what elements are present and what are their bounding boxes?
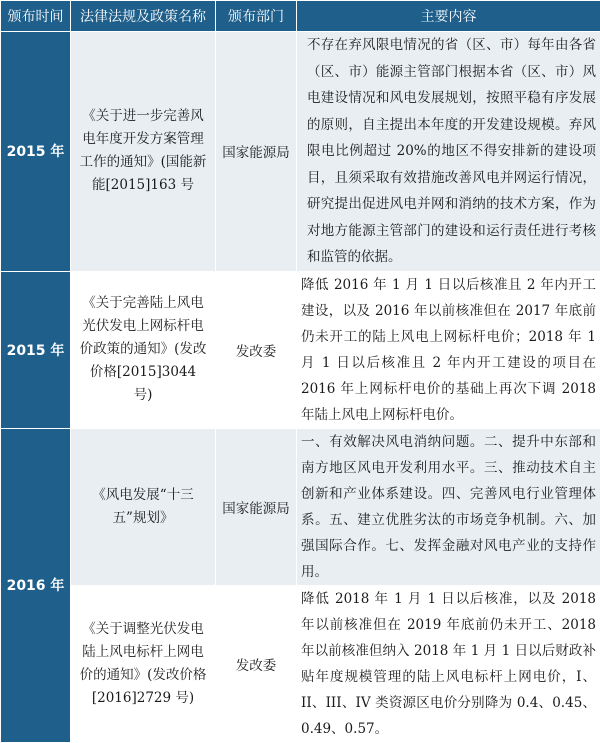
department-cell: 发改委 bbox=[216, 585, 297, 742]
policy-name-cell: 《关于调整光伏发电陆上风电标杆上网电价的通知》(发改价格[2016]2729 号) bbox=[71, 585, 216, 742]
year-cell: 2015 年 bbox=[1, 32, 71, 272]
content-cell: 降低 2016 年 1 月 1 日以后核准且 2 年内开工建设，以及 2016 年以前核准但在 2017 年底前仍未开工的陆上风电上网标杆电价；2018 年 1 月 1 日以后核准且 2 年内开工建设的项目在 2016 年上网标杆电价的基础上再次下调 2018 年陆上风电上网标杆电价。 bbox=[297, 271, 600, 428]
table-row bbox=[1, 428, 600, 585]
table-row bbox=[1, 585, 600, 742]
content-cell: 不存在弃风限电情况的省（区、市）每年由各省（区、市）能源主管部门根据本省（区、市）风电建设情况和风电发展规划，按照平稳有序发展的原则，自主提出本年度的开发建设规模。弃风限电比例超过 20%的地区不得安排新的建设项目，且须采取有效措施改善风电并网运行情况，研究提出促进风电并网和消纳的技术方案，作为对地方能源主管部门的建设和运行责任进行考核和监管的依据。 bbox=[297, 32, 600, 272]
year-cell: 2016 年 bbox=[1, 428, 71, 742]
header-content: 主要内容 bbox=[297, 1, 600, 32]
department-cell: 国家能源局 bbox=[216, 32, 297, 272]
content-cell: 降低 2018 年 1 月 1 日以后核准，以及 2018 年以前核准但在 2019 年底前仍未开工、2018 年以前核准但纳入 2018 年 1 月 1 日以后财政补贴年度规模管理的陆上风电标杆上网电价，I、II、III、IV 类资源区电价分别降为 0.4、0.45、0.49、0.57。 bbox=[297, 585, 600, 742]
content-cell: 一、有效解决风电消纳问题。二、提升中东部和南方地区风电开发利用水平。三、推动技术自主创新和产业体系建设。四、完善风电行业管理体系。五、建立优胜劣汰的市场竞争机制。六、加强国际合作。七、发挥金融对风电产业的支持作用。 bbox=[297, 428, 600, 585]
policy-name-cell: 《风电发展“十三五”规划》 bbox=[71, 428, 216, 585]
header-policy-name: 法律法规及政策名称 bbox=[71, 1, 216, 32]
table-row bbox=[1, 32, 600, 272]
policy-name-cell: 《关于进一步完善风电年度开发方案管理工作的通知》(国能新能[2015]163 号 bbox=[71, 32, 216, 272]
policy-name-cell: 《关于完善陆上风电光伏发电上网标杆电价政策的通知》(发改价格[2015]3044 号) bbox=[71, 271, 216, 428]
department-cell: 国家能源局 bbox=[216, 428, 297, 585]
table-row bbox=[1, 271, 600, 428]
header-year: 颁布时间 bbox=[1, 1, 71, 32]
year-cell: 2015 年 bbox=[1, 271, 71, 428]
department-cell: 发改委 bbox=[216, 271, 297, 428]
header-department: 颁布部门 bbox=[216, 1, 297, 32]
header-row bbox=[1, 1, 600, 32]
